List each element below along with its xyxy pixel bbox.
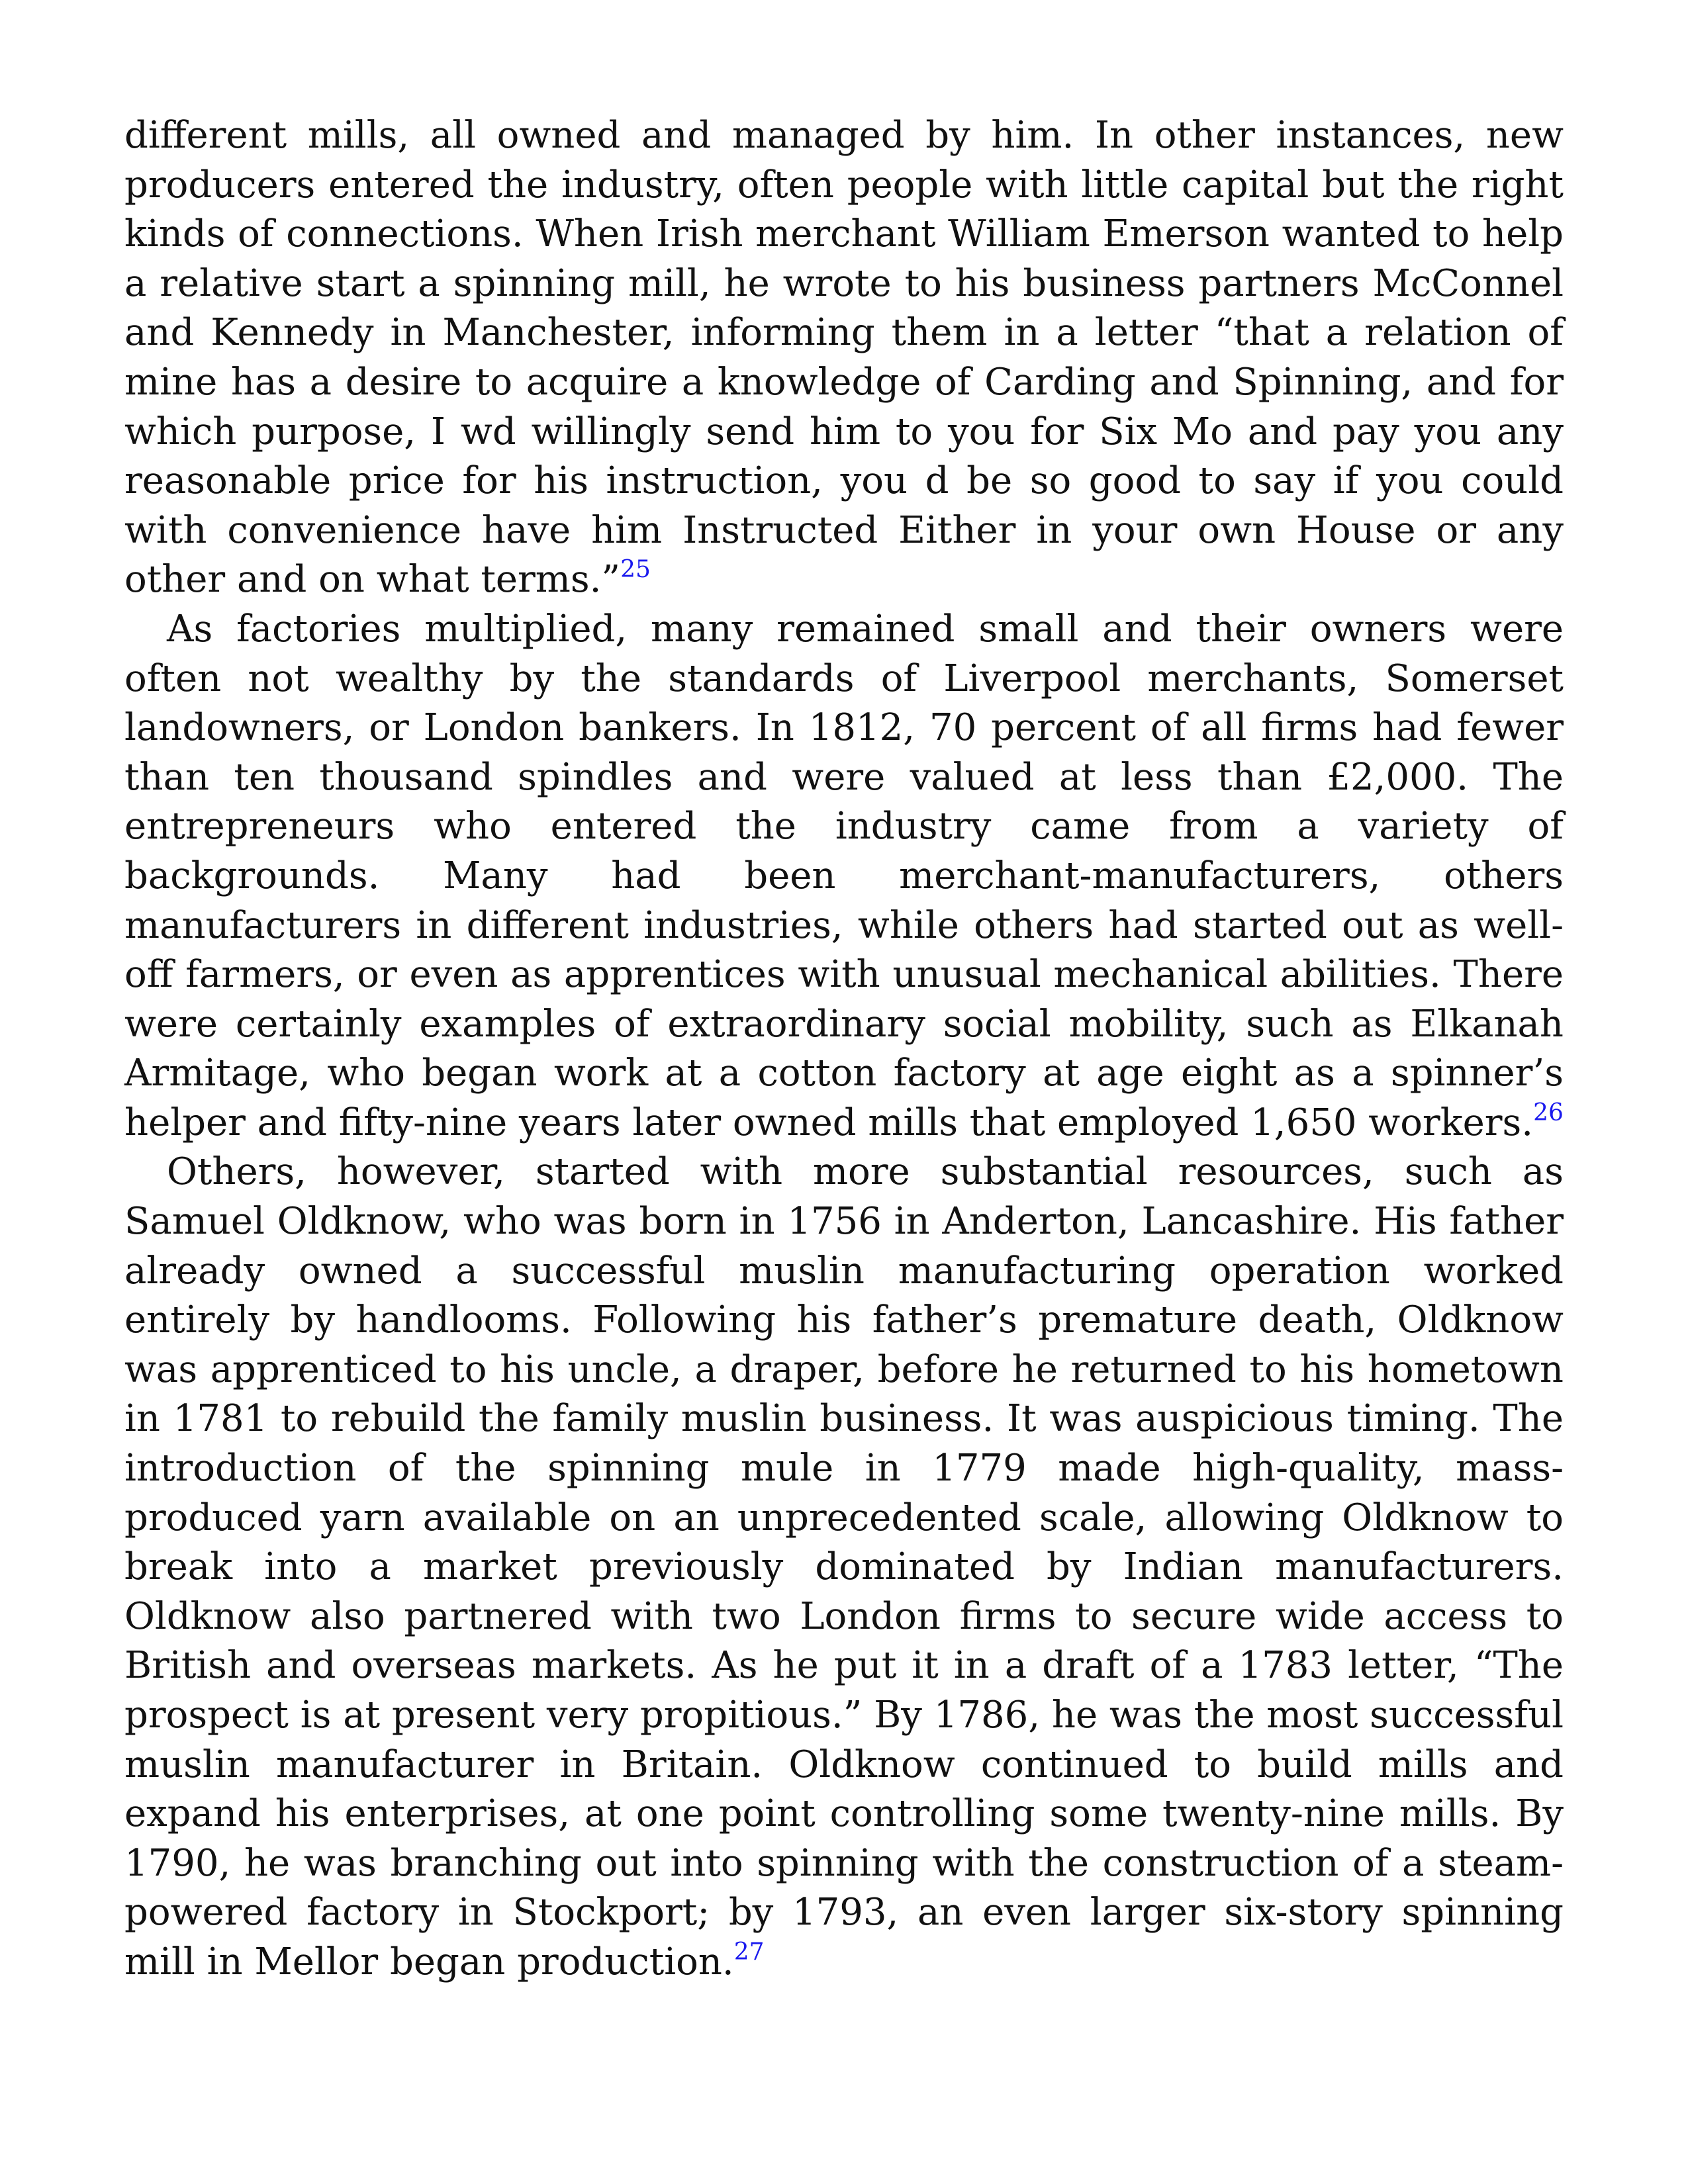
paragraph-text: As factories multiplied, many remained small and their owners were often not wealthy by the standards of Liverpool merchants, Somerset landowners, or London bankers. In 1812, 70 percent of all firms had fewer than ten thousand spindles and were valued at less than £2,000. The entrepreneurs who entered the industry came from a variety of backgrounds. Many had been merchant-manufacturers, others manufacturers in different industries, while others had started out as well-off farmers, or even as apprentices with unusual mechanical abilities. There were certainly examples of extraordinary social mobility, such as Elkanah Armitage, who began work at a cotton factory at age eight as a spinner’s helper and fifty-nine years later owned mills that employed 1,650 workers. <box>124 607 1564 1144</box>
paragraph-text: Others, however, started with more substantial resources, such as Samuel Oldknow, who was born in 1756 in Anderton, Lancashire. His father already owned a successful muslin manufacturing operation worked entirely by handlooms. Following his father’s premature death, Oldknow was apprenticed to his uncle, a draper, before he returned to his hometown in 1781 to rebuild the family muslin business. It was auspicious timing. The introduction of the spinning mule in 1779 made high-quality, mass-produced yarn available on an unprecedented scale, allowing Oldknow to break into a market previously dominated by Indian manufacturers. Oldknow also partnered with two London firms to secure wide access to British and overseas markets. As he put it in a draft of a 1783 letter, “The prospect is at present very propitious.” By 1786, he was the most successful muslin manufacturer in Britain. Oldknow continued to build mills and expand his enterprises, at one point controlling some twenty-nine mills. By 1790, he was branching out into spinning with the construction of a steam-powered factory in Stockport; by 1793, an even larger six-story spinning mill in Mellor began production. <box>124 1150 1564 1983</box>
paragraph-1 <box>124 111 1564 605</box>
footnote-link-26[interactable]: 26 <box>1533 1099 1564 1126</box>
paragraph-3 <box>124 1148 1564 1987</box>
paragraph-text: different mills, all owned and managed by him. In other instances, new producers entered the industry, often people with little capital but the right kinds of connections. When Irish merchant William Emerson wanted to help a relative start a spinning mill, he wrote to his business partners McConnel and Kennedy in Manchester, informing them in a letter “that a relation of mine has a desire to acquire a knowledge of Carding and Spinning, and for which purpose, I wd willingly send him to you for Six Mo and pay you any reasonable price for his instruction, you d be so good to say if you could with convenience have him Instructed Either in your own House or any other and on what terms.” <box>124 114 1564 602</box>
paragraph-2 <box>124 605 1564 1148</box>
footnote-link-25[interactable]: 25 <box>620 556 651 584</box>
footnote-link-27[interactable]: 27 <box>733 1938 765 1966</box>
document-page <box>124 111 1564 1987</box>
